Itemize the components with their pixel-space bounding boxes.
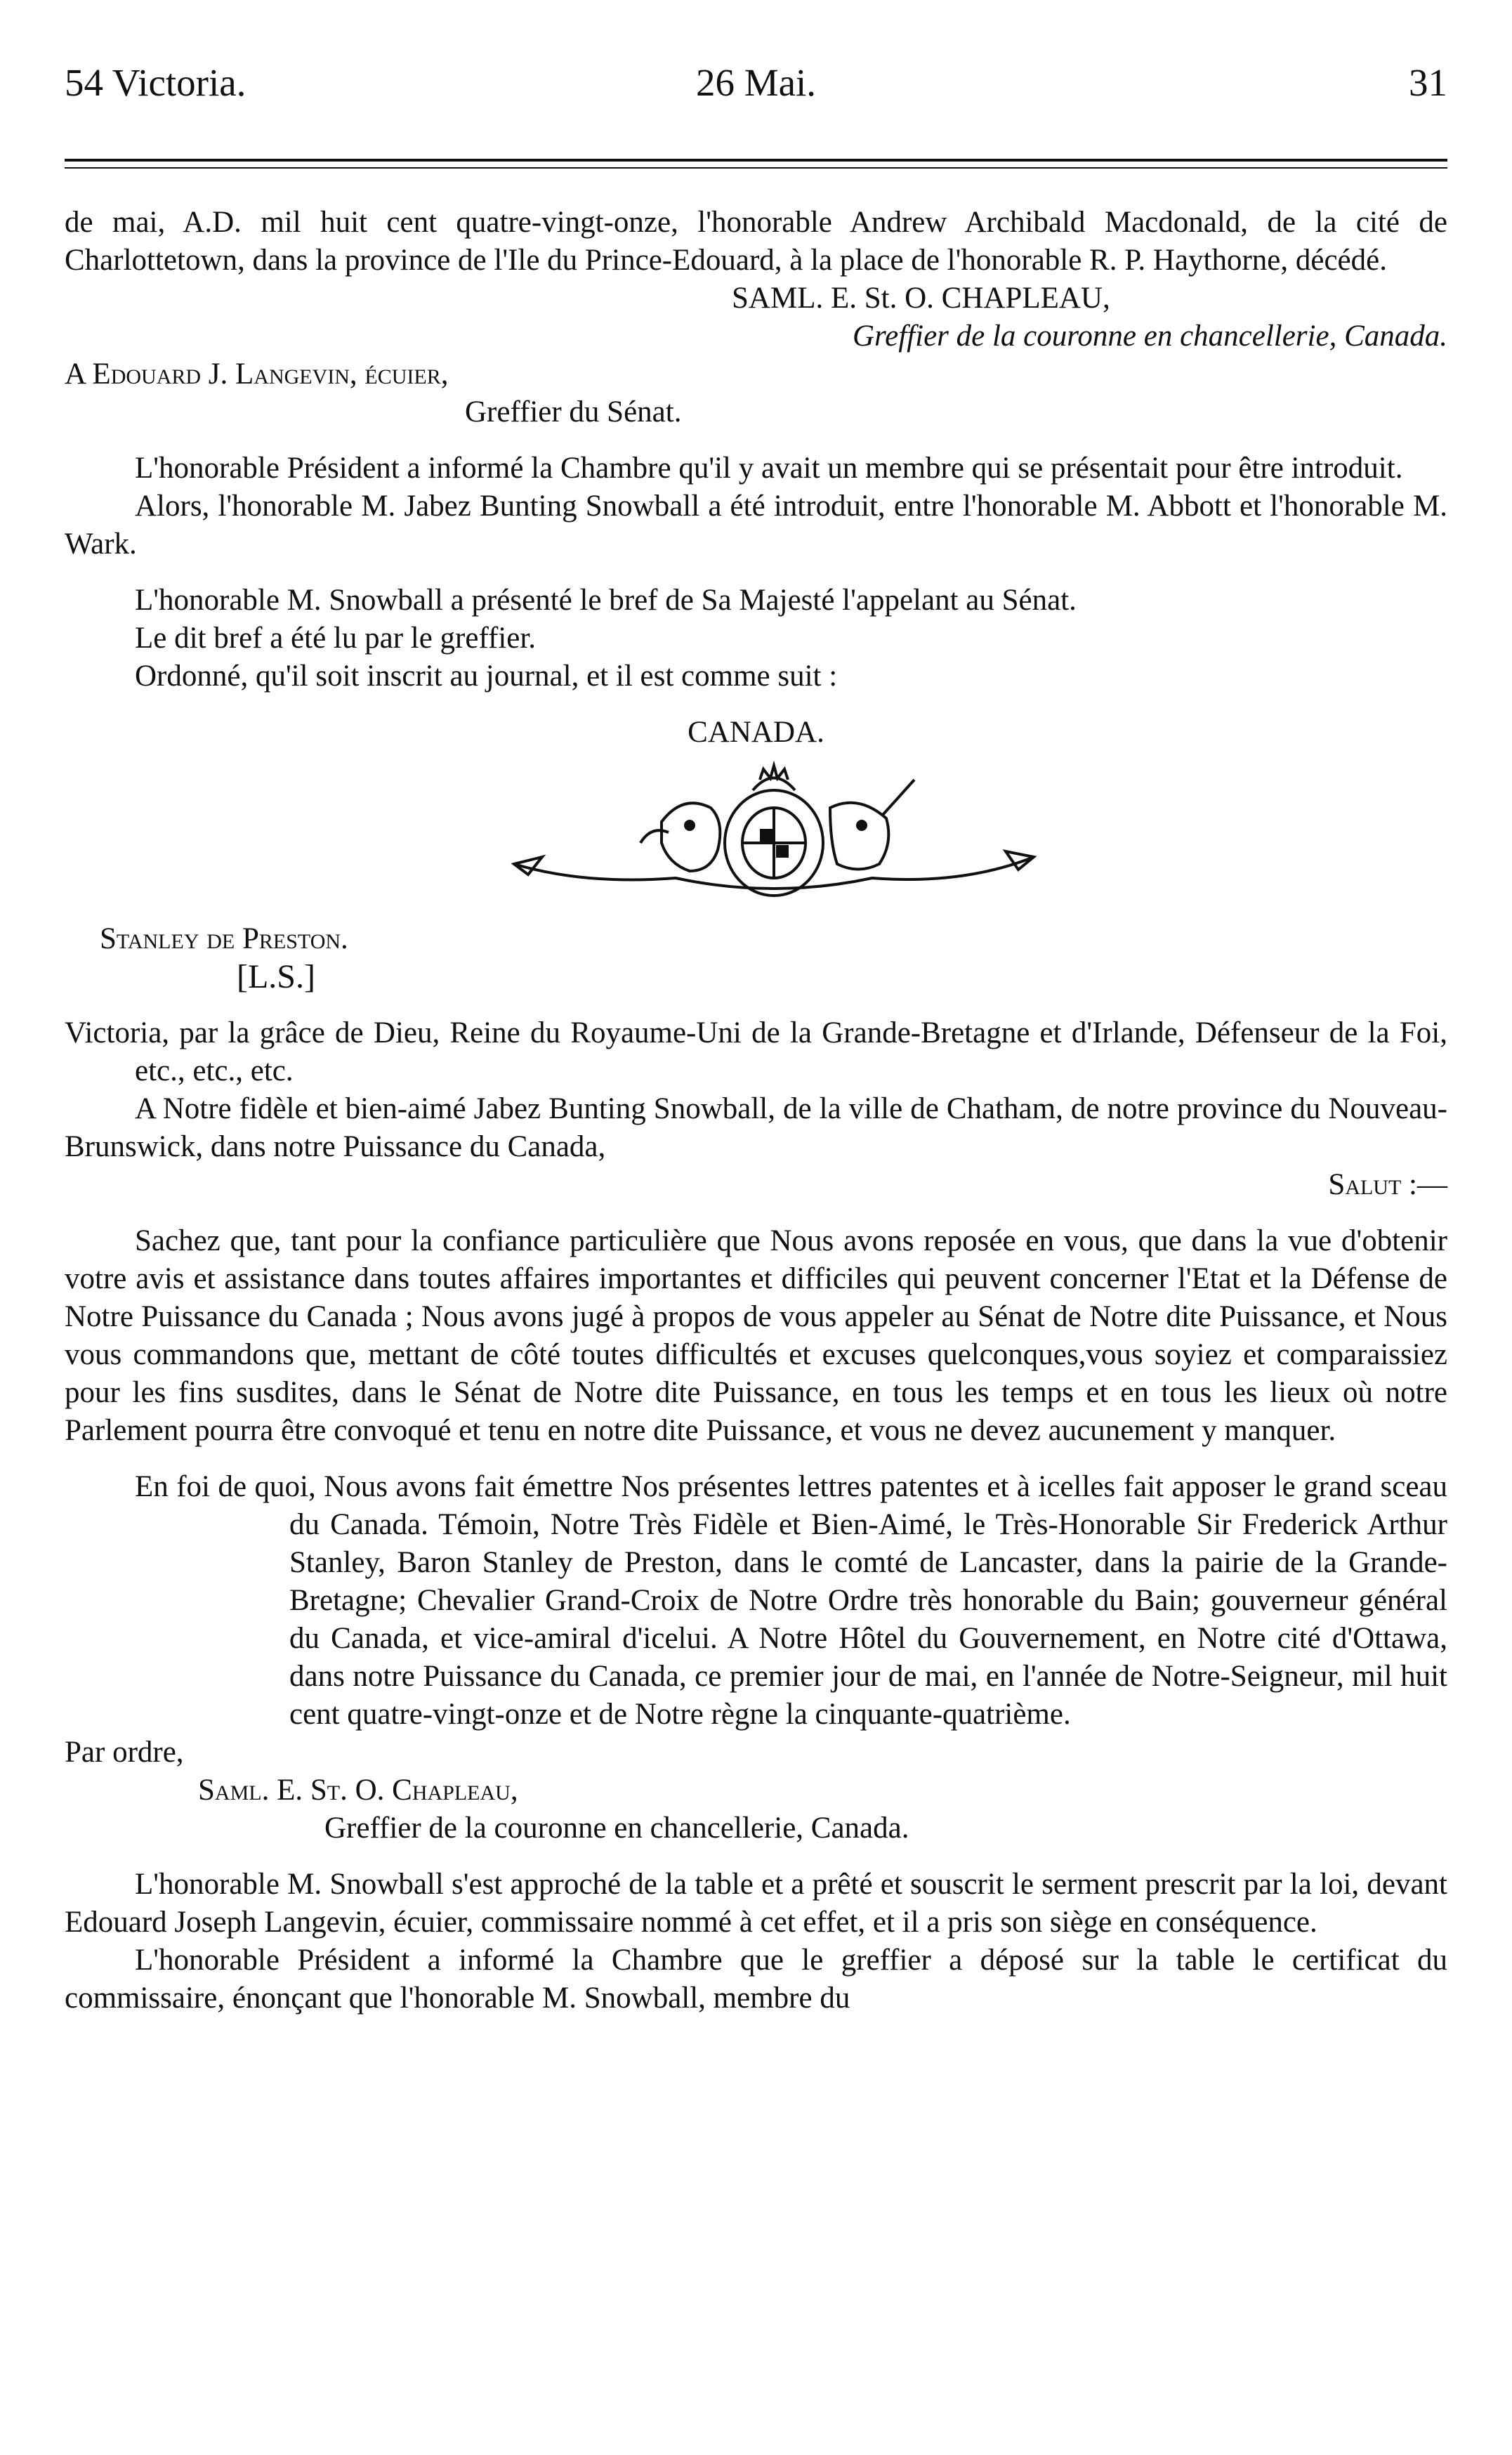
- paragraph-introduction: L'honorable Président a informé la Chambre qu'il y avait un membre qui se présentait pour être introduit.: [135, 452, 1403, 485]
- signature2-name: Saml. E. St. O. Chapleau,: [198, 1774, 518, 1807]
- header-rule-thin: [65, 167, 1447, 169]
- paragraph-writ-read: Le dit bref a été lu par le greffier.: [135, 622, 537, 655]
- governor-signature: Stanley de Preston.: [100, 922, 348, 955]
- paragraph-en-foi-de-quoi: En foi de quoi, Nous avons fait émettre Nos présentes lettres patentes et à icelles fait apposer le grand sceau du Canada. Témoin, Notre Très Fidèle et Bien-Aimé, le Très-Honorable Sir Frederick Arthur Stanley, Baron Stanley de Preston, dans le comté de Lancaster, dans la pairie de la Grande-Bretagne; Chevalier Grand-Croix de Notre Ordre très honorable du Bain; gouverneur général du Canada, et vice-amiral d'icelui. A Notre Hôtel du Gouvernement, en Notre cité d'Ottawa, dans notre Puissance du Canada, ce premier jour de mai, en l'année de Notre-Seigneur, mil huit cent quatre-vingt-onze et de Notre règne la cinquante-quatrième.: [135, 1470, 1447, 1731]
- header-page-number: 31: [1409, 61, 1447, 104]
- paragraph-certificate: L'honorable Président a informé la Chambre que le greffier a déposé sur la table le certificat du commissaire, énonçant que l'honorable M. Snowball, membre du: [65, 1944, 1447, 2015]
- paragraph-oath: L'honorable M. Snowball s'est approché de la table et a prêté et souscrit le serment prescrit par la loi, devant Edouard Joseph Langevin, écuier, commissaire nommé à cet effet, et il a pris son siège en conséquence.: [65, 1868, 1447, 1939]
- seal-area: [65, 759, 1447, 920]
- salutation: Salut :—: [1328, 1168, 1447, 1201]
- paragraph-ordered: Ordonné, qu'il soit inscrit au journal, et il est comme suit :: [135, 660, 838, 693]
- royal-coat-of-arms-icon: [500, 759, 1048, 913]
- header-session: 54 Victoria.: [65, 61, 246, 104]
- header-rule-thick: [65, 159, 1447, 162]
- document-body: [65, 204, 1447, 2017]
- par-ordre: Par ordre,: [65, 1736, 184, 1769]
- signature-name: SAML. E. St. O. CHAPLEAU,: [732, 282, 1110, 315]
- addressee: A Edouard J. Langevin, écuier,: [65, 358, 449, 391]
- paragraph-introduced: Alors, l'honorable M. Jabez Bunting Snowball a été introduit, entre l'honorable M. Abbott et l'honorable M. Wark.: [65, 490, 1447, 561]
- signature-title: Greffier de la couronne en chancellerie, Canada.: [852, 320, 1447, 353]
- addressee-title: Greffier du Sénat.: [465, 395, 682, 428]
- locus-sigilli: [L.S.]: [237, 958, 315, 995]
- paragraph-summons: Sachez que, tant pour la confiance particulière que Nous avons reposée en vous, que dans la vue d'obtenir votre avis et assistance dans toutes affaires importantes et difficiles qui peuvent concerner l'Etat et la Défense de Notre Puissance du Canada ; Nous avons jugé à propos de vous appeler au Sénat de Notre dite Puissance, et Nous vous commandons que, mettant de côté toutes difficultés et excuses quelconques,vous soyiez et comparaissiez pour les fins susdites, dans le Sénat de Notre dite Puissance, en tous les temps et en tous les lieux où notre Parlement pourra être convoqué et tenu en notre dite Puissance, et vous ne devez aucunement y manquer.: [65, 1224, 1447, 1447]
- paragraph-appointment: de mai, A.D. mil huit cent quatre-vingt-onze, l'honorable Andrew Archibald Macdonald, de la cité de Charlottetown, dans la province de l'Ile du Prince-Edouard, à la place de l'honorable R. P. Haythorne, décédé.: [65, 206, 1447, 277]
- paragraph-writ-presented: L'honorable M. Snowball a présenté le bref de Sa Majesté l'appelant au Sénat.: [135, 584, 1077, 617]
- paragraph-addressed-to: A Notre fidèle et bien-aimé Jabez Bunting Snowball, de la ville de Chatham, de notre province du Nouveau-Brunswick, dans notre Puissance du Canada,: [65, 1092, 1447, 1163]
- paragraph-victoria: Victoria, par la grâce de Dieu, Reine du Royaume-Uni de la Grande-Bretagne et d'Irlande, Défenseur de la Foi, etc., etc., etc.: [65, 1016, 1447, 1087]
- signature2-title: Greffier de la couronne en chancellerie, Canada.: [324, 1812, 909, 1845]
- page-header: [65, 55, 1447, 111]
- heading-canada: CANADA.: [688, 716, 824, 749]
- header-date: 26 Mai.: [695, 61, 817, 104]
